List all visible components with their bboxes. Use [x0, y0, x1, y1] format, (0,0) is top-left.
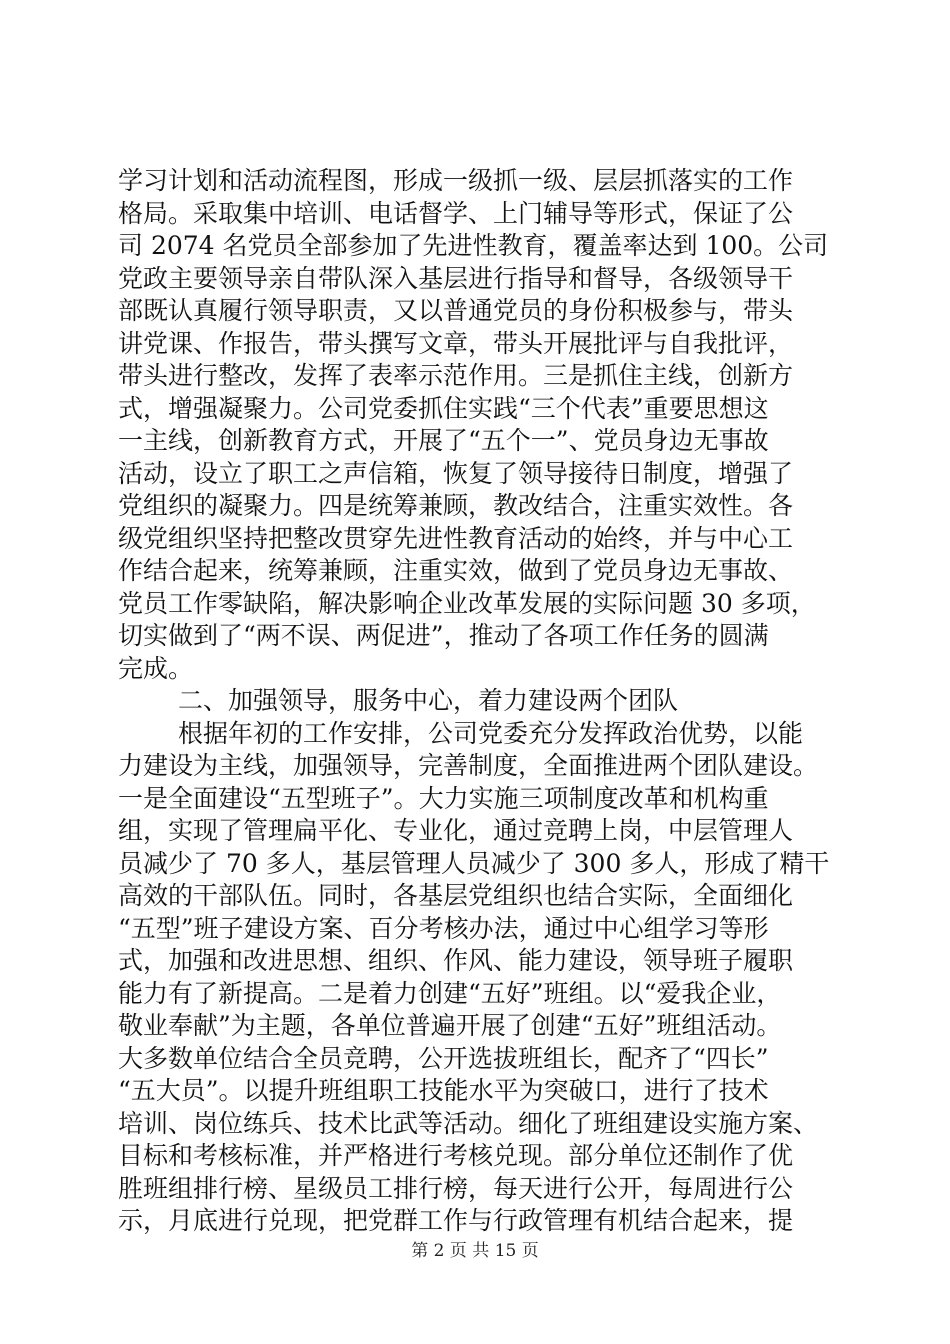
- text-line: 司 2074 名党员全部参加了先进性教育，覆盖率达到 100。公司: [118, 231, 829, 260]
- text-line: 级党组织坚持把整改贯穿先进性教育活动的始终，并与中心工: [118, 523, 794, 553]
- text-line: 完成。: [118, 653, 194, 683]
- text-line: 高效的干部队伍。同时，各基层党组织也结合实际，全面细化: [118, 881, 794, 910]
- text-line: 目标和考核标准，并严格进行考核兑现。部分单位还制作了优: [118, 1141, 794, 1170]
- text-line: 式，加强和改进思想、组织、作风、能力建设，领导班子履职: [118, 946, 794, 975]
- text-line: 能力有了新提高。二是着力创建“五好”班组。以“爱我企业，: [118, 978, 782, 1008]
- text-line: 胜班组排行榜、星级员工排行榜，每天进行公开，每周进行公: [118, 1173, 794, 1203]
- text-line: 部既认真履行领导职责，又以普通党员的身份积极参与，带头: [118, 296, 794, 325]
- text-line: 党员工作零缺陷，解决影响企业改革发展的实际问题 30 多项，: [118, 588, 816, 618]
- text-line: 作结合起来，统筹兼顾，注重实效，做到了党员身边无事故、: [118, 556, 794, 585]
- text-line: 式，增强凝聚力。公司党委抓住实践“三个代表”重要思想这: [118, 393, 769, 423]
- text-line: 党政主要领导亲自带队深入基层进行指导和督导，各级领导干: [118, 263, 794, 293]
- text-line: 党组织的凝聚力。四是统筹兼顾，教改结合，注重实效性。各: [118, 491, 794, 520]
- text-line: 一主线，创新教育方式，开展了“五个一”、党员身边无事故: [118, 426, 769, 455]
- text-line: “五型”班子建设方案、百分考核办法，通过中心组学习等形: [118, 913, 769, 943]
- text-line: 培训、岗位练兵、技术比武等活动。细化了班组建设实施方案、: [118, 1108, 819, 1138]
- section-heading: 二、加强领导，服务中心，着力建设两个团队: [178, 686, 679, 715]
- text-line: 活动，设立了职工之声信箱，恢复了领导接待日制度，增强了: [118, 458, 794, 488]
- text-line: 切实做到了“两不误、两促进”，推动了各项工作任务的圆满: [118, 621, 769, 650]
- text-line: 力建设为主线，加强领导，完善制度，全面推进两个团队建设。: [118, 751, 819, 780]
- text-line: 敬业奉献”为主题，各单位普遍开展了创建“五好”班组活动。: [118, 1011, 782, 1040]
- text-line: 讲党课、作报告，带头撰写文章，带头开展批评与自我批评，: [118, 328, 794, 358]
- text-line: 根据年初的工作安排，公司党委充分发挥政治优势，以能: [178, 718, 804, 748]
- page-footer: 第 2 页 共 15 页: [411, 1241, 539, 1261]
- text-line: 一是全面建设“五型班子”。大力实施三项制度改革和机构重: [118, 783, 769, 813]
- text-line: 大多数单位结合全员竞聘，公开选拔班组长，配齐了“四长”: [118, 1043, 769, 1073]
- text-line: 示，月底进行兑现，把党群工作与行政管理有机结合起来，提: [118, 1206, 794, 1235]
- text-line: 带头进行整改，发挥了表率示范作用。三是抓住主线，创新方: [118, 361, 794, 390]
- text-line: 格局。采取集中培训、电话督学、上门辅导等形式，保证了公: [118, 198, 794, 228]
- text-line: “五大员”。以提升班组职工技能水平为突破口，进行了技术: [118, 1076, 769, 1105]
- document-body: [118, 165, 838, 1238]
- text-line: 学习计划和活动流程图，形成一级抓一级、层层抓落实的工作: [118, 166, 794, 195]
- text-line: 员减少了 70 多人，基层管理人员减少了 300 多人，形成了精干: [118, 848, 830, 878]
- text-line: 组，实现了管理扁平化、专业化，通过竞聘上岗，中层管理人: [118, 816, 794, 845]
